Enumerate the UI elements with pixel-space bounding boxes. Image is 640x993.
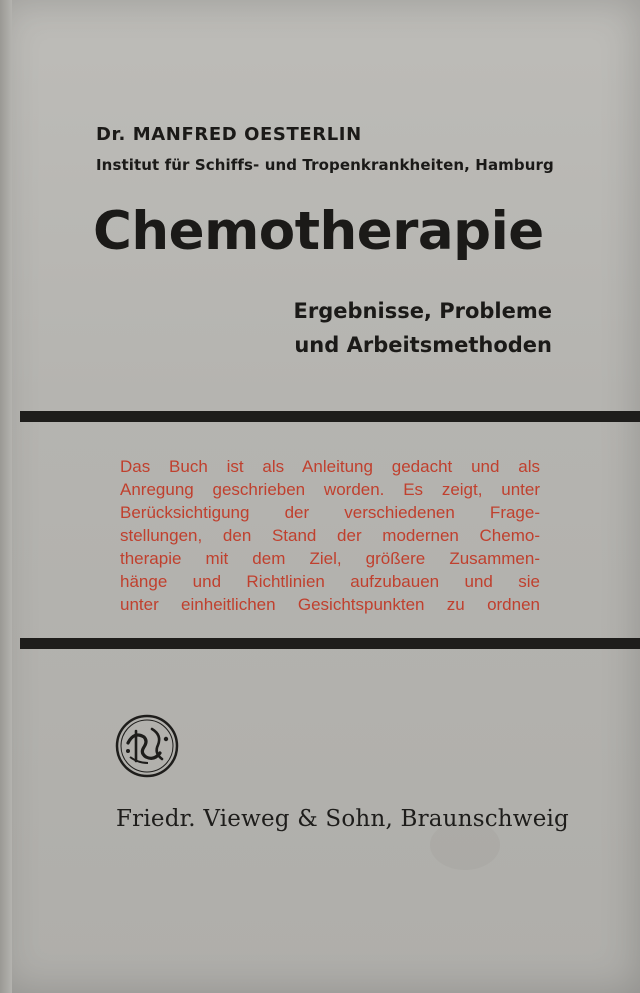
- top-divider-rule: [20, 411, 640, 422]
- blurb-line: stellungen, den Stand der modernen Chemo-: [120, 526, 540, 545]
- publisher-logo-icon: [114, 713, 180, 779]
- blurb-line: therapie mit dem Ziel, größere Zusammen-: [120, 549, 540, 568]
- blurb-line: unter einheitlichen Gesichtspunkten zu ordnen: [120, 595, 540, 614]
- subtitle-line: Ergebnisse, Probleme: [293, 299, 552, 323]
- cover-left-edge: [0, 0, 12, 993]
- blurb-line: hänge und Richtlinien aufzubauen und sie: [120, 572, 540, 591]
- subtitle-line: und Arbeitsmethoden: [294, 333, 552, 357]
- blurb-line: Das Buch ist als Anleitung gedacht und als: [120, 457, 540, 476]
- blurb-line: Anregung geschrieben worden. Es zeigt, unter: [120, 480, 540, 499]
- book-title: Chemotherapie: [93, 201, 544, 262]
- bottom-divider-rule: [20, 638, 640, 649]
- book-subtitle: [294, 294, 552, 362]
- author-institute: Institut für Schiffs- und Tropenkrankheiten, Hamburg: [96, 156, 554, 174]
- publisher-name: Friedr. Vieweg & Sohn, Braunschweig: [116, 806, 569, 832]
- blurb-line: Berücksichtigung der verschiedenen Frage-: [120, 503, 540, 522]
- author-name: Dr. MANFRED OESTERLIN: [96, 124, 362, 145]
- blurb-text: [120, 455, 540, 616]
